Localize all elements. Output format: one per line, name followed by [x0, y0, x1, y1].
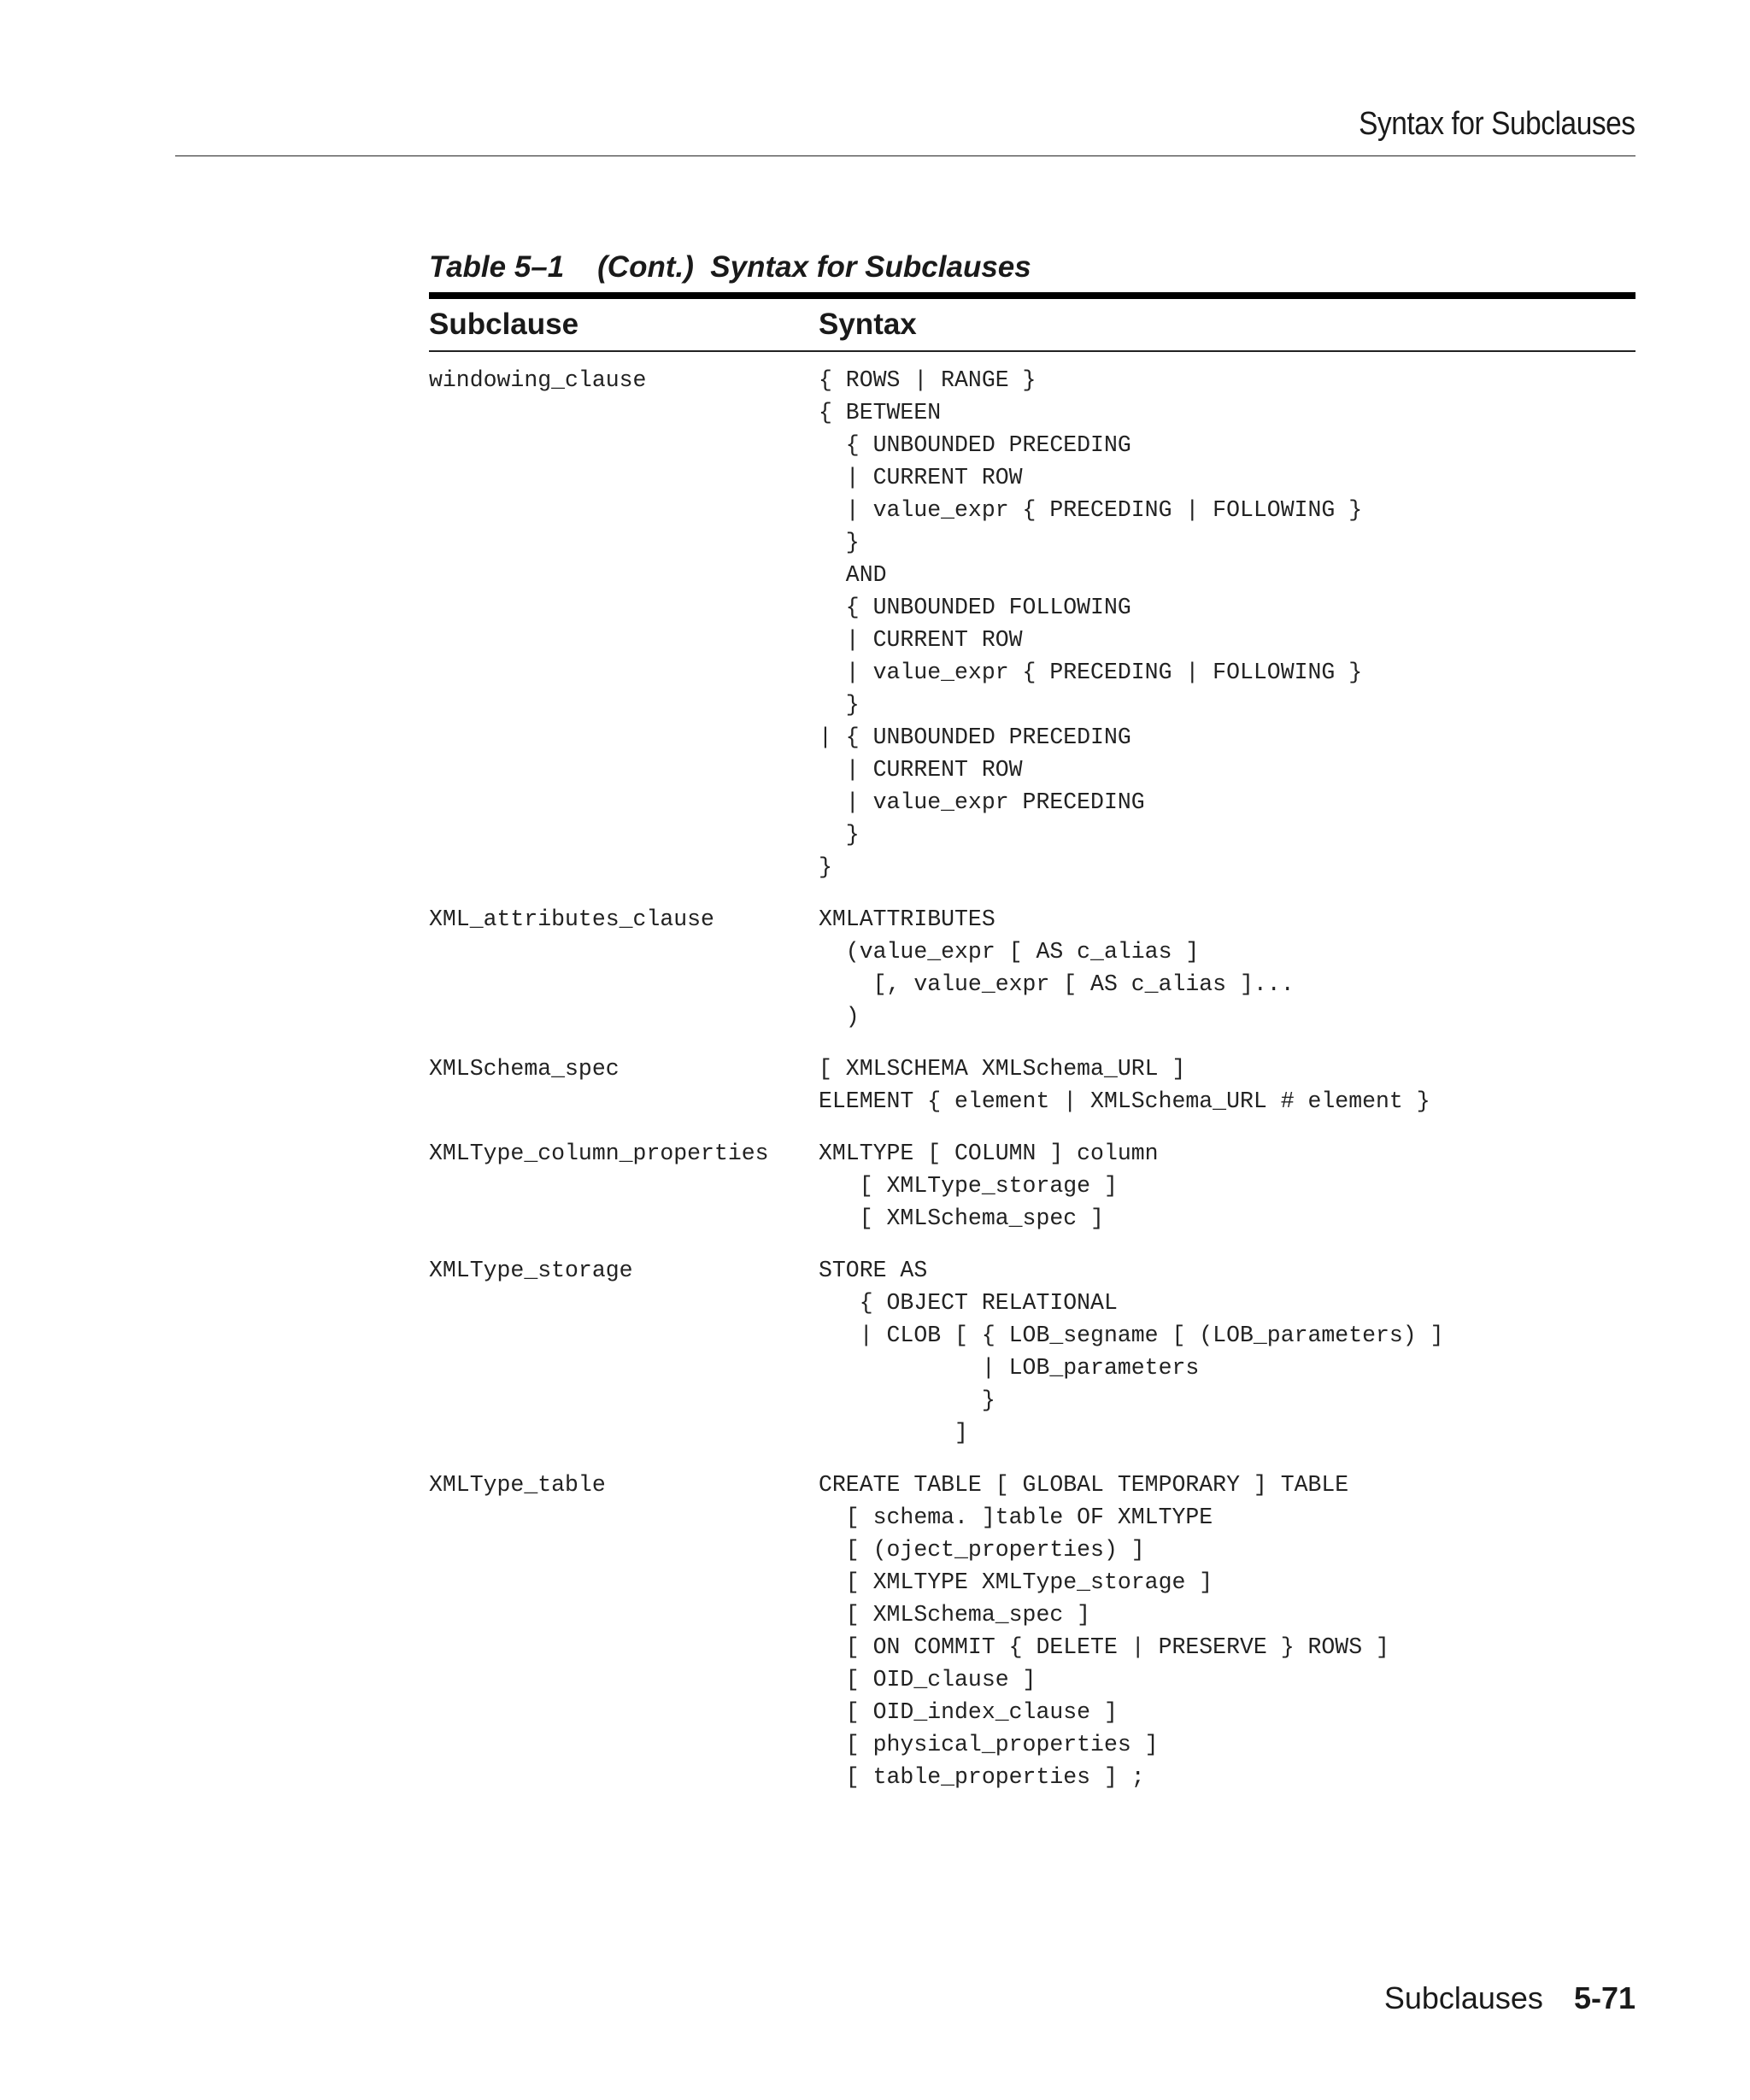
subclause-name: XML_attributes_clause — [429, 906, 714, 932]
syntax-line: } — [819, 692, 860, 718]
subclause-name: XMLType_storage — [429, 1258, 633, 1283]
syntax-line: XMLATTRIBUTES — [819, 906, 995, 932]
footer-section-title: Subclauses — [1383, 1980, 1543, 2015]
syntax-line: | value_expr { PRECEDING | FOLLOWING } — [819, 497, 1363, 523]
syntax-block — [819, 1053, 1635, 1117]
syntax-line: [ XMLType_storage ] — [819, 1173, 1118, 1199]
syntax-line: } — [819, 530, 860, 555]
syntax-line: [ OID_clause ] — [819, 1667, 1036, 1692]
syntax-line: [ OID_index_clause ] — [819, 1699, 1118, 1725]
syntax-line: STORE AS — [819, 1258, 928, 1283]
column-header-syntax: Syntax — [819, 308, 917, 341]
syntax-line: ELEMENT { element | XMLSchema_URL # element } — [819, 1088, 1430, 1114]
syntax-line: | CURRENT ROW — [819, 757, 1023, 783]
syntax-line: [ table_properties ] ; — [819, 1764, 1145, 1790]
syntax-line: | CLOB [ { LOB_segname [ (LOB_parameters) ] — [819, 1323, 1444, 1348]
syntax-block — [819, 1137, 1635, 1235]
syntax-line: { ROWS | RANGE } — [819, 367, 1036, 393]
table-row — [429, 1254, 1635, 1449]
syntax-line: [ XMLSchema_spec ] — [819, 1205, 1104, 1231]
syntax-block — [819, 1254, 1635, 1449]
syntax-line: | CURRENT ROW — [819, 465, 1023, 490]
table-row — [429, 903, 1635, 1033]
page-footer — [1384, 1980, 1635, 2016]
syntax-line: } — [819, 854, 832, 880]
syntax-line: [ physical_properties ] — [819, 1732, 1159, 1757]
syntax-line: ] — [819, 1420, 968, 1446]
table-row — [429, 1469, 1635, 1793]
syntax-line: (value_expr [ AS c_alias ] — [819, 939, 1200, 965]
syntax-block — [819, 1469, 1635, 1793]
syntax-line: [ XMLSCHEMA XMLSchema_URL ] — [819, 1056, 1186, 1082]
syntax-line: [ ON COMMIT { DELETE | PRESERVE } ROWS ] — [819, 1634, 1389, 1660]
syntax-line: [ XMLTYPE XMLType_storage ] — [819, 1569, 1213, 1595]
subclause-name: XMLType_table — [429, 1472, 606, 1498]
syntax-block — [819, 364, 1635, 883]
syntax-line: XMLTYPE [ COLUMN ] column — [819, 1141, 1159, 1166]
syntax-line: } — [819, 1387, 995, 1413]
running-header-title: Syntax for Subclauses — [1359, 106, 1635, 142]
subclause-name: XMLSchema_spec — [429, 1056, 620, 1082]
syntax-line: | LOB_parameters — [819, 1355, 1200, 1381]
table-row — [429, 364, 1635, 883]
syntax-line: { UNBOUNDED FOLLOWING — [819, 595, 1131, 620]
syntax-block — [819, 903, 1635, 1033]
table-header-row — [429, 299, 1635, 352]
syntax-line: } — [819, 822, 860, 848]
syntax-line: { UNBOUNDED PRECEDING — [819, 432, 1131, 458]
subclause-name: windowing_clause — [429, 367, 647, 393]
syntax-line: | CURRENT ROW — [819, 627, 1023, 653]
table-row — [429, 1053, 1635, 1117]
caption-rule — [429, 292, 1635, 299]
column-header-subclause: Subclause — [429, 308, 579, 341]
syntax-table — [429, 248, 1635, 1813]
table-caption: Table 5–1 (Cont.) Syntax for Subclauses — [429, 250, 1031, 284]
syntax-line: AND — [819, 562, 887, 588]
syntax-line: | value_expr { PRECEDING | FOLLOWING } — [819, 660, 1363, 685]
syntax-line: [ schema. ]table OF XMLTYPE — [819, 1505, 1213, 1530]
syntax-line: CREATE TABLE [ GLOBAL TEMPORARY ] TABLE — [819, 1472, 1349, 1498]
page-number: 5-71 — [1573, 1980, 1635, 2015]
syntax-line: | value_expr PRECEDING — [819, 789, 1145, 815]
header-divider — [175, 155, 1635, 156]
syntax-line: [ XMLSchema_spec ] — [819, 1602, 1091, 1628]
syntax-line: ) — [819, 1004, 860, 1029]
syntax-line: { OBJECT RELATIONAL — [819, 1290, 1118, 1316]
syntax-line: | { UNBOUNDED PRECEDING — [819, 724, 1131, 750]
syntax-line: { BETWEEN — [819, 400, 942, 425]
syntax-line: [ (oject_properties) ] — [819, 1537, 1145, 1563]
syntax-line: [, value_expr [ AS c_alias ]... — [819, 971, 1295, 997]
table-body — [429, 352, 1635, 1793]
table-row — [429, 1137, 1635, 1235]
subclause-name: XMLType_column_properties — [429, 1141, 769, 1166]
